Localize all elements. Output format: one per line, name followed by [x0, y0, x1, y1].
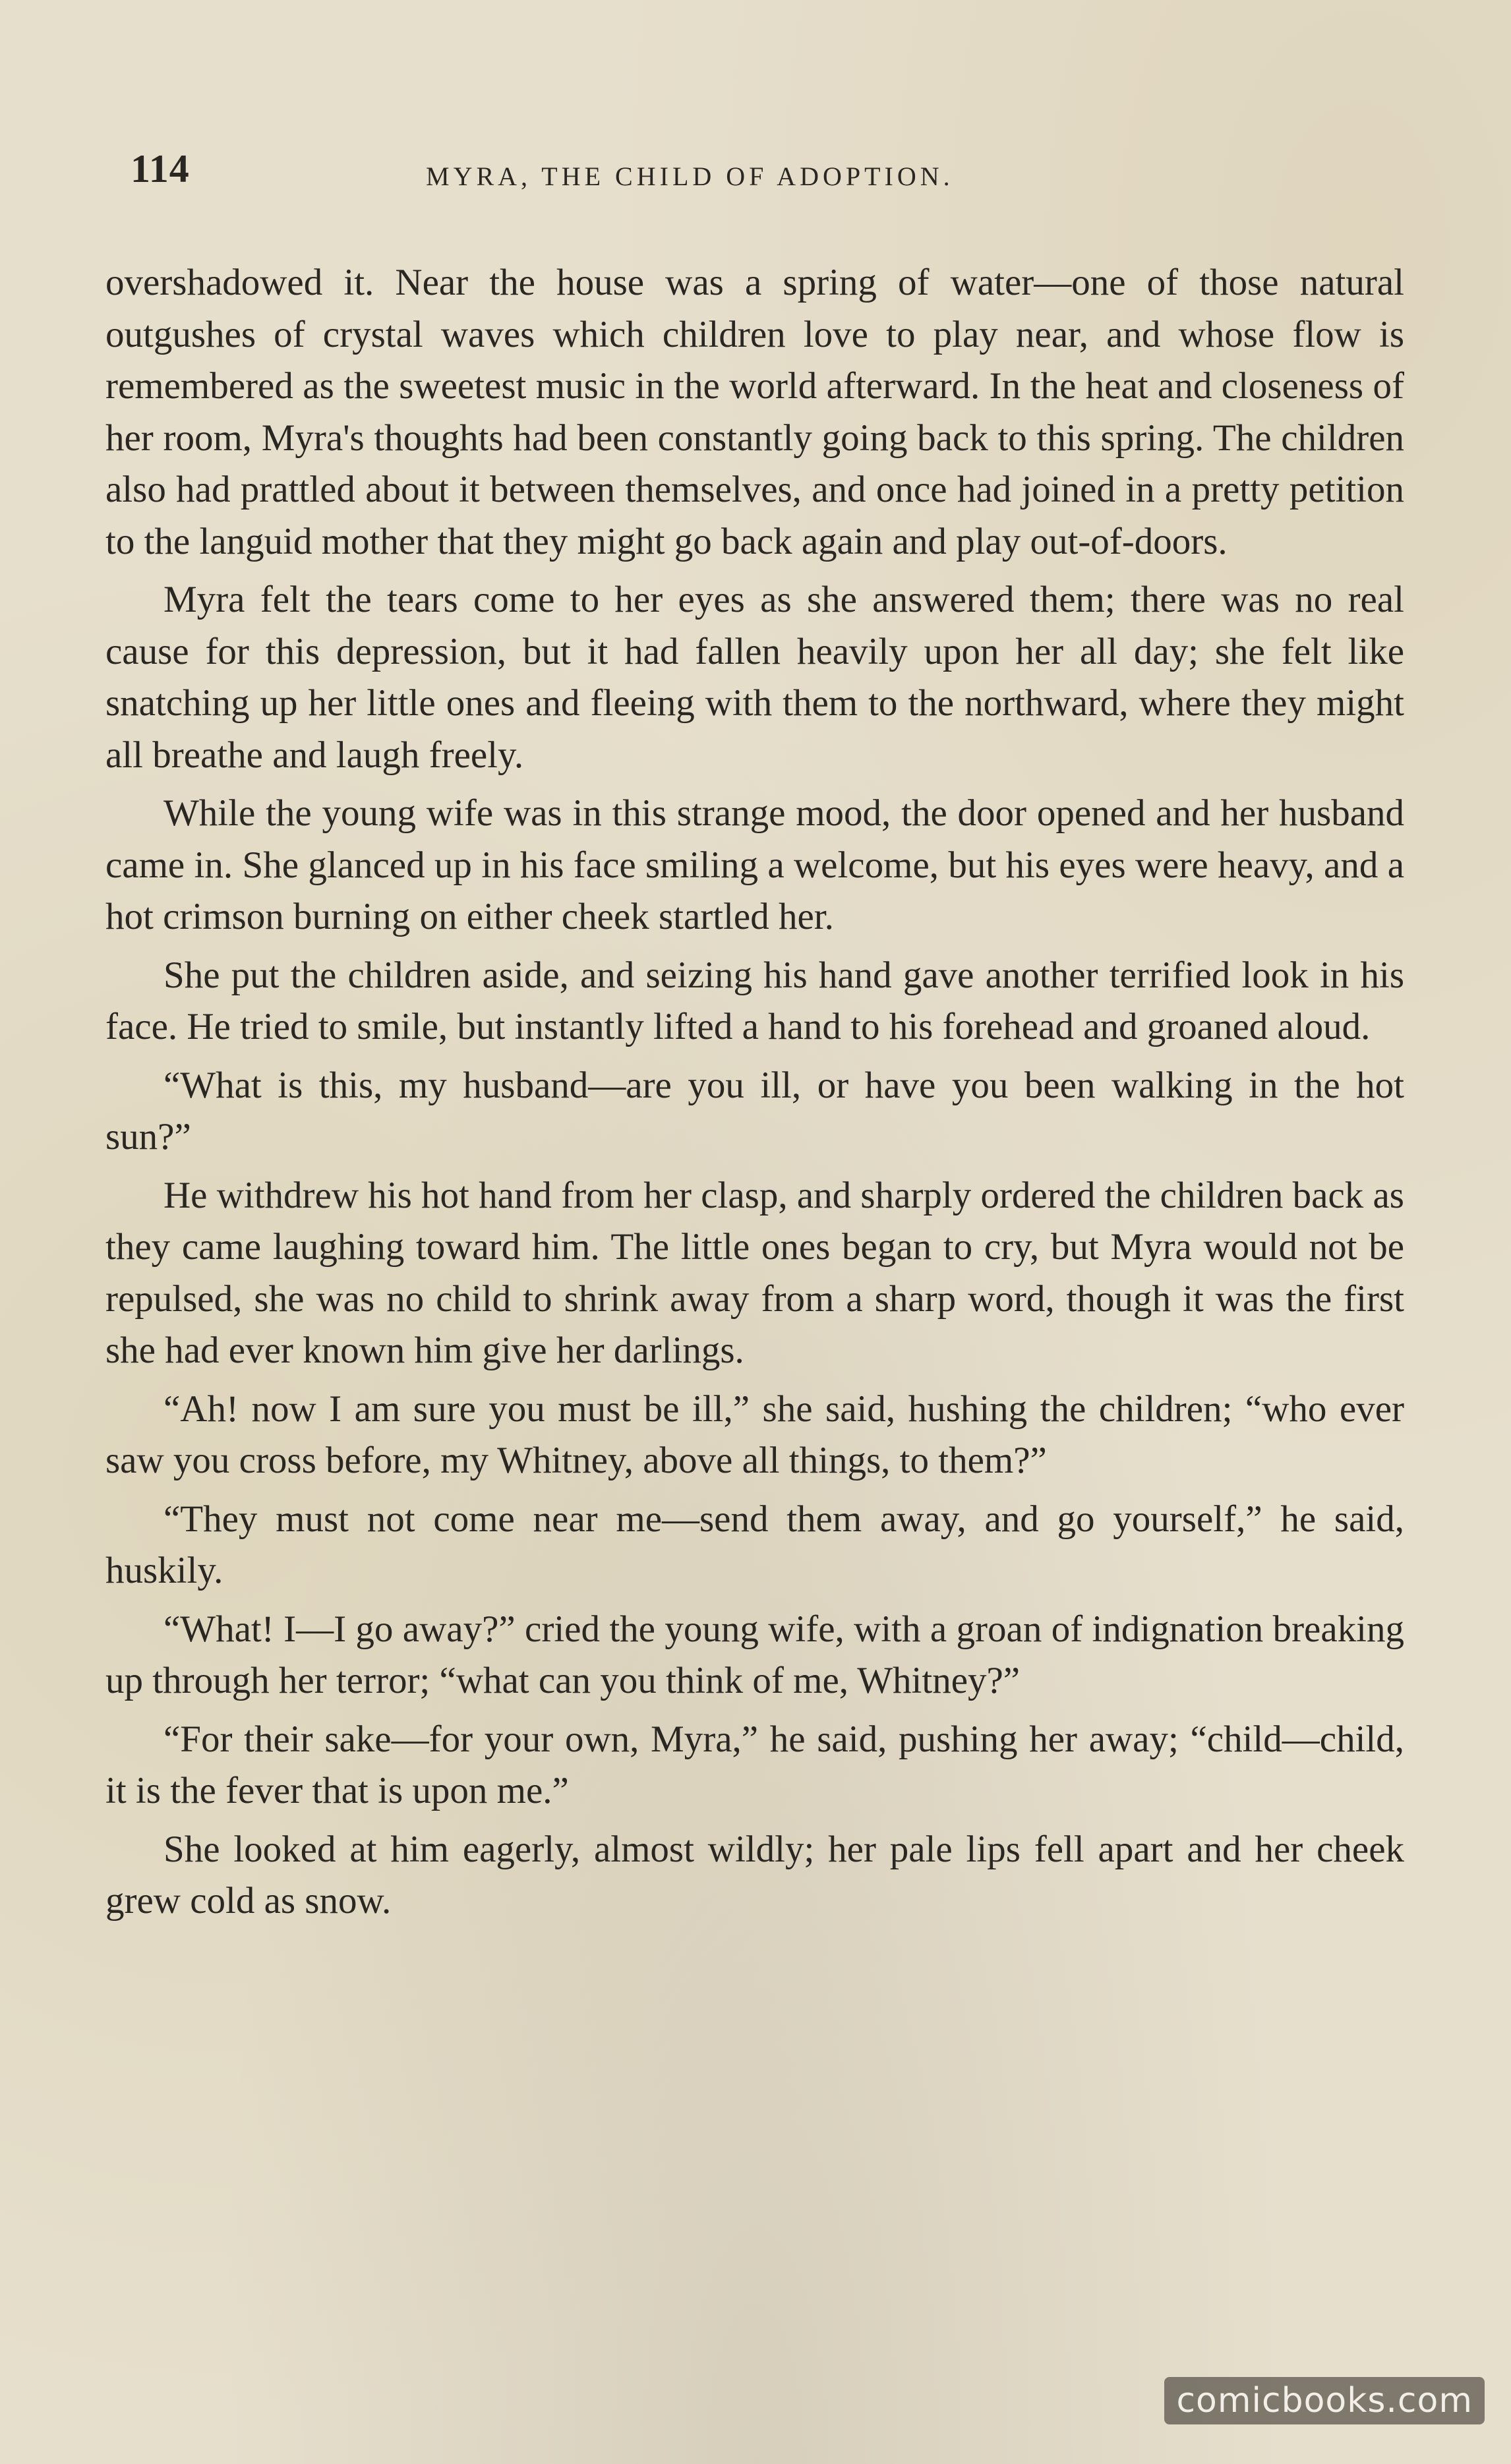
paragraph: Myra felt the tears come to her eyes as she answered them; there was no real cause for this depression, but it had fallen heavily upon her all day; she felt like snatching up her little ones and fleeing with them to the northward, where they might all breathe and laugh freely. — [105, 579, 1404, 776]
paragraph: “They must not come near me—send them away, and go yourself,” he said, huskily. — [105, 1498, 1404, 1591]
paragraph: “Ah! now I am sure you must be ill,” she said, hushing the children; “who ever saw you cross before, my Whitney, above all things, to them?” — [105, 1388, 1404, 1481]
paragraph: overshadowed it. Near the house was a spring of water—one of those natural outgushes of crystal waves which children love to play near, and whose flow is remembered as the sweetest music in the world afterward. In the heat and closeness of her room, Myra's thoughts had been constantly going back to this spring. The children also had prattled about it between themselves, and once had joined in a pretty petition to the languid mother that they might go back again and play out-of-doors. — [105, 262, 1404, 562]
paragraph: “What is this, my husband—are you ill, or have you been walking in the hot sun?” — [105, 1064, 1404, 1158]
paragraph: She put the children aside, and seizing his hand gave another terrified look in his face. He tried to smile, but instantly lifted a hand to his forehead and groaned aloud. — [105, 954, 1404, 1047]
body-text — [105, 257, 1404, 1934]
paragraph: “For their sake—for your own, Myra,” he said, pushing her away; “child—child, it is the fever that is upon me.” — [105, 1718, 1404, 1811]
page-header — [131, 146, 1396, 199]
page-number: 114 — [131, 147, 190, 191]
paragraph: He withdrew his hot hand from her clasp, and sharply ordered the children back as they came laughing toward him. The little ones began to cry, but Myra would not be repulsed, she was no child to shrink away from a sharp word, though it was the first she had ever known him give her darlings. — [105, 1174, 1404, 1371]
paragraph: While the young wife was in this strange mood, the door opened and her husband came in. She glanced up in his face smiling a welcome, but his eyes were heavy, and a hot crimson burning on either cheek startled her. — [105, 792, 1404, 937]
site-watermark: comicbooks.com — [1164, 2377, 1485, 2424]
running-title: MYRA, THE CHILD OF ADOPTION. — [426, 161, 954, 191]
paragraph: “What! I—I go away?” cried the young wife, with a groan of indignation breaking up through her terror; “what can you think of me, Whitney?” — [105, 1608, 1404, 1701]
paragraph: She looked at him eagerly, almost wildly; her pale lips fell apart and her cheek grew cold as snow. — [105, 1828, 1404, 1921]
